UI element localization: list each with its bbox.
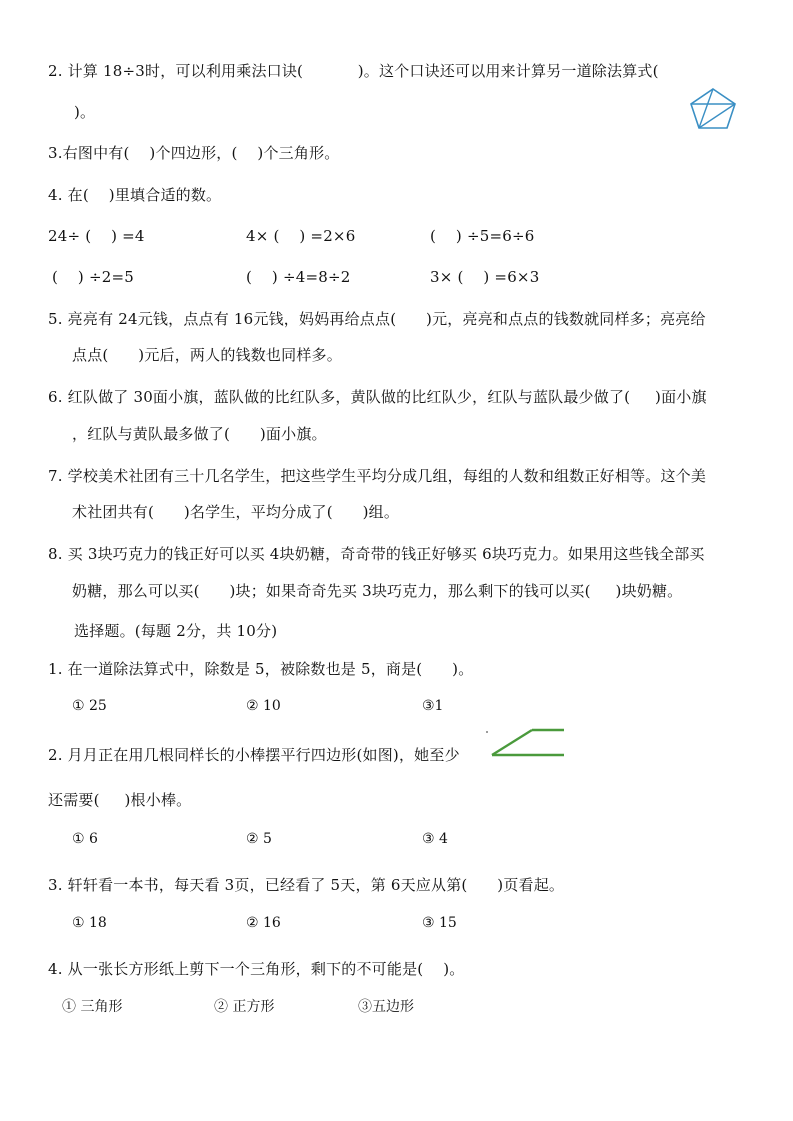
q2-line1: 2. 计算 18÷3时，可以利用乘法口诀( )。这个口诀还可以用来计算另一道除法算式( [48,62,659,80]
q4-r1-c2: 4× ( ) =2×6 [246,227,356,245]
c4-text: 4. 从一张长方形纸上剪下一个三角形，剩下的不可能是( )。 [48,960,465,978]
q2-line2: )。 [74,103,96,121]
c1-option-2: ② 10 [246,698,281,714]
q8-line1: 8. 买 3块巧克力的钱正好可以买 4块奶糖，奇奇带的钱正好够买 6块巧克力。如果用这些钱全部买 [48,545,705,563]
choice-heading: 选择题。(每题 2分，共 10分) [74,622,278,640]
q4-r2-c1: ( ) ÷2=5 [52,268,134,286]
q4-r1-c1: 24÷ ( ) =4 [48,227,145,245]
c1-option-3: ③1 [422,698,444,714]
q5-line2: 点点( )元后，两人的钱数也同样多。 [72,346,342,364]
q6-line2: ，红队与黄队最多做了( )面小旗。 [72,425,327,443]
c2-text: 2. 月月正在用几根同样长的小棒摆平行四边形(如图)，她至少 [48,746,460,764]
c1-option-1: ① 25 [72,698,107,714]
q5-line1: 5. 亮亮有 24元钱，点点有 16元钱，妈妈再给点点( )元，亮亮和点点的钱数就同样多；亮亮给 [48,310,706,328]
c4-option-1: ① 三角形 [62,999,123,1015]
c3-option-1: ① 18 [72,915,107,931]
c3-option-3: ③ 15 [422,915,457,931]
c2-option-1: ① 6 [72,831,98,847]
q4-r1-c3: ( ) ÷5=6÷6 [430,227,535,245]
q6-line1: 6. 红队做了 30面小旗，蓝队做的比红队多，黄队做的比红队少，红队与蓝队最少做了( )面小旗 [48,388,707,406]
q7-line2: 术社团共有( )名学生，平均分成了( )组。 [72,503,400,521]
c3-option-2: ② 16 [246,915,281,931]
q4-r2-c3: 3× ( ) =6×3 [430,268,540,286]
q4-r2-c2: ( ) ÷4=8÷2 [246,268,351,286]
q3-text: 3.右图中有( )个四边形，( )个三角形。 [48,144,340,162]
c1-text: 1. 在一道除法算式中，除数是 5，被除数也是 5，商是( )。 [48,660,474,678]
c4-option-2: ② 正方形 [214,999,275,1015]
c2-option-3: ③ 4 [422,831,448,847]
c3-text: 3. 轩轩看一本书，每天看 3页，已经看了 5天，第 6天应从第( )页看起。 [48,876,565,894]
q4-title: 4. 在( )里填合适的数。 [48,186,222,204]
c4-option-3: ③五边形 [358,999,414,1015]
c2-option-2: ② 5 [246,831,272,847]
pentagon-figure-icon [687,86,739,132]
q7-line1: 7. 学校美术社团有三十几名学生，把这些学生平均分成几组，每组的人数和组数正好相等。这个美 [48,467,707,485]
sticks-figure-icon [484,726,570,760]
c2-text2: 还需要( )根小棒。 [48,791,192,809]
q8-line2: 奶糖，那么可以买( )块；如果奇奇先买 3块巧克力，那么剩下的钱可以买( )块奶糖。 [72,582,683,600]
